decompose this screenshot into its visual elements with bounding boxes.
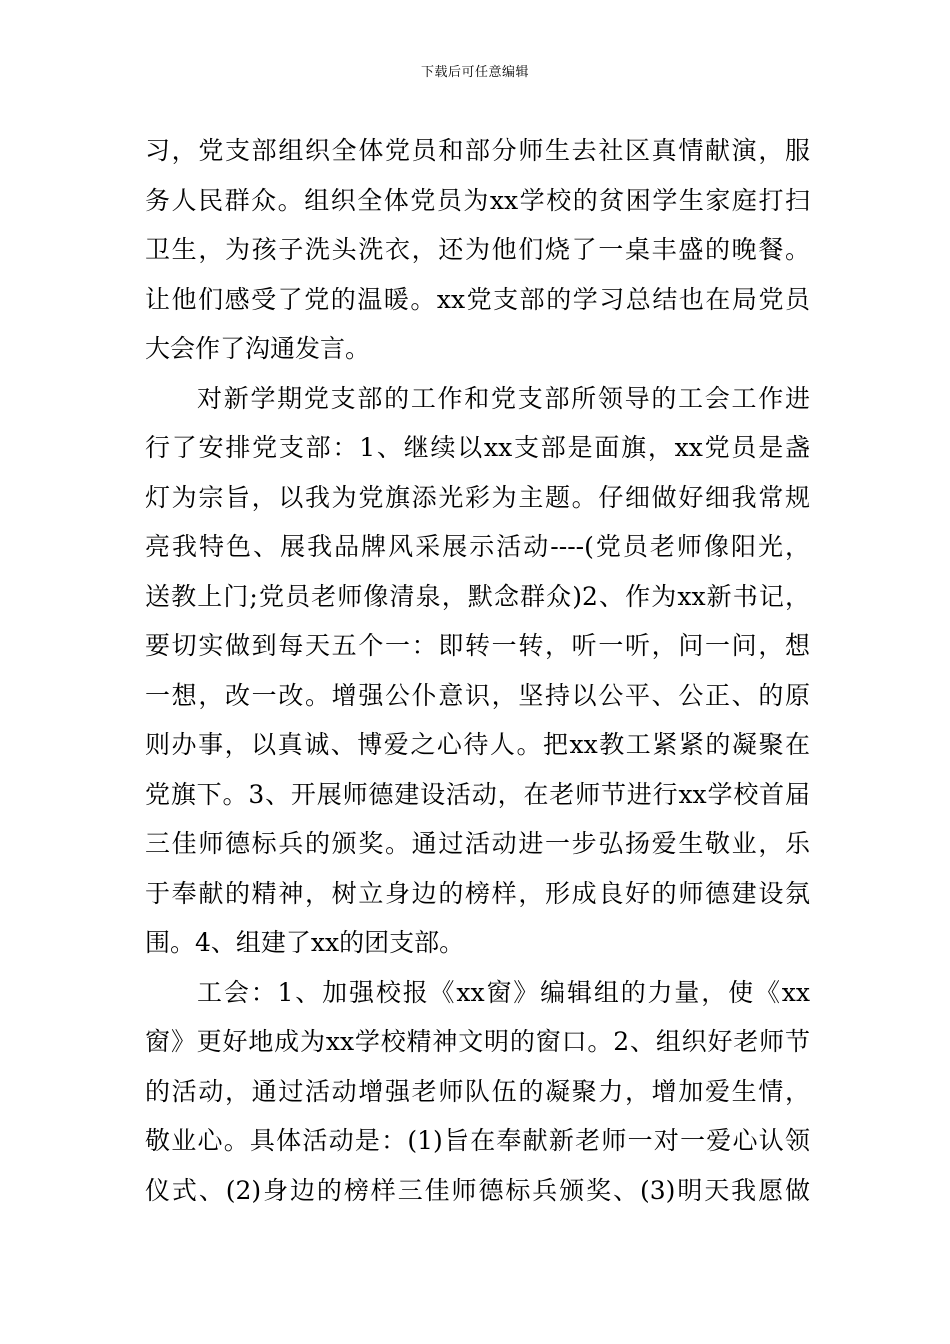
page-header: 下载后可任意编辑: [420, 65, 529, 80]
paragraph-3: [145, 968, 810, 1216]
text-line: 仪式、(2)身边的榜样三佳师德标兵颁奖、(3)明天我愿做: [145, 1175, 810, 1205]
text-line: 敬业心。具体活动是：(1)旨在奉献新老师一对一爱心认领: [145, 1126, 810, 1155]
text-line: 习，党支部组织全体党员和部分师生去社区真情献演，服: [145, 136, 810, 165]
text-line: 于奉献的精神，树立身边的榜样，形成良好的师德建设氛: [145, 878, 810, 908]
text-line: 窗》更好地成为xx学校精神文明的窗口。2、组织好老师节: [145, 1027, 810, 1056]
text-line: 的活动，通过活动增强老师队伍的凝聚力，增加爱生情，: [145, 1076, 810, 1106]
text-line: 大会作了沟通发言。: [145, 334, 371, 363]
text-line: 三佳师德标兵的颁奖。通过活动进一步弘扬爱生敬业，乐: [145, 829, 810, 858]
text-line: 灯为宗旨，以我为党旗添光彩为主题。仔细做好细我常规: [145, 482, 810, 512]
paragraph-1: [145, 126, 810, 374]
document-body: [145, 126, 810, 1215]
text-line: 亮我特色、展我品牌风采展示活动----(党员老师像阳光，: [145, 532, 810, 561]
text-line: 送教上门;党员老师像清泉，默念群众)2、作为xx新书记，: [145, 581, 810, 611]
text-line: 围。4、组建了xx的团支部。: [145, 928, 465, 957]
text-line: 一想，改一改。增强公仆意识，坚持以公平、公正、的原: [145, 680, 810, 710]
text-line: 对新学期党支部的工作和党支部所领导的工会工作进: [197, 383, 810, 413]
text-line: 行了安排党支部：1、继续以xx支部是面旗，xx党员是盏: [145, 433, 810, 462]
text-line: 卫生，为孩子洗头洗衣，还为他们烧了一桌丰盛的晚餐。: [145, 235, 810, 264]
text-line: 让他们感受了党的温暖。xx党支部的学习总结也在局党员: [145, 284, 810, 314]
text-line: 务人民群众。组织全体党员为xx学校的贫困学生家庭打扫: [145, 185, 810, 215]
text-line: 则办事，以真诚、博爱之心待人。把xx教工紧紧的凝聚在: [145, 730, 810, 759]
text-line: 党旗下。3、开展师德建设活动，在老师节进行xx学校首届: [145, 779, 810, 809]
paragraph-2: [145, 374, 810, 968]
text-line: 要切实做到每天五个一：即转一转，听一听，问一问，想: [145, 631, 810, 660]
text-line: 工会：1、加强校报《xx窗》编辑组的力量，使《xx: [197, 977, 810, 1007]
